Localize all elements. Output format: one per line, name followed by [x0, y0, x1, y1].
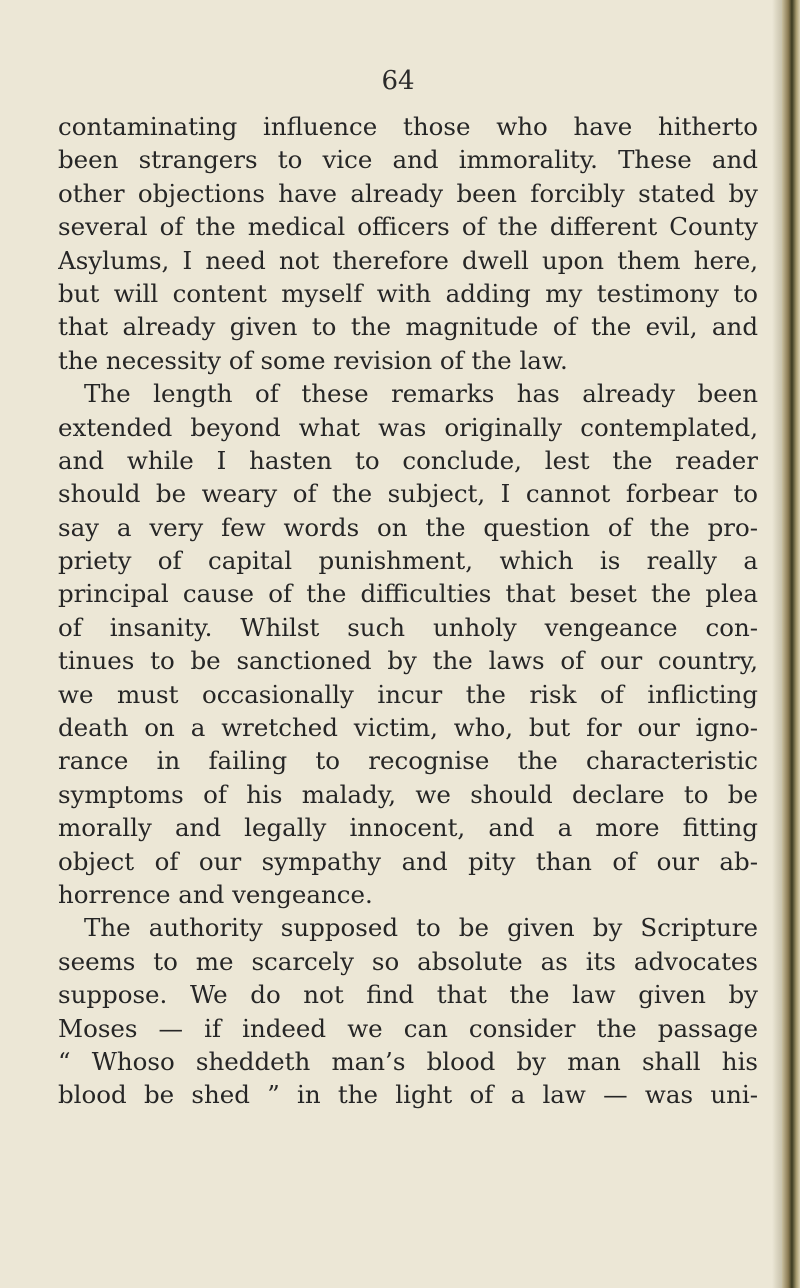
text-line: symptoms of his malady, we should declare to be: [58, 779, 758, 809]
text-line: blood be shed ” in the light of a law — was uni-: [58, 1080, 758, 1110]
text-line: that already given to the magnitude of the evil, and: [58, 312, 758, 342]
page-number: 64: [381, 66, 415, 96]
text-line: object of our sympathy and pity than of our ab-: [58, 846, 758, 876]
paragraph-start-line: The length of these remarks has already been: [84, 379, 758, 409]
text-line: say a very few words on the question of the pro-: [58, 512, 758, 542]
text-line: but will content myself with adding my testimony to: [58, 278, 758, 308]
text-line: other objections have already been forcibly stated by: [58, 178, 758, 208]
book-page-edge: [782, 0, 800, 1288]
text-line: tinues to be sanctioned by the laws of our country,: [58, 646, 758, 676]
paragraph-start-line: The authority supposed to be given by Scripture: [84, 913, 758, 943]
text-line: rance in failing to recognise the characteristic: [58, 746, 758, 776]
text-line: we must occasionally incur the risk of inflicting: [58, 679, 758, 709]
text-line: suppose. We do not find that the law given by: [58, 980, 758, 1010]
text-line: morally and legally innocent, and a more fitting: [58, 813, 758, 843]
text-line: and while I hasten to conclude, lest the reader: [58, 445, 758, 475]
text-line: priety of capital punishment, which is really a: [58, 546, 758, 576]
text-line: “ Whoso sheddeth man’s blood by man shall his: [58, 1046, 758, 1076]
text-line: Moses — if indeed we can consider the passage: [58, 1013, 758, 1043]
paragraph-end-line: horrence and vengeance.: [58, 879, 373, 909]
text-line: of insanity. Whilst such unholy vengeance con-: [58, 612, 758, 642]
text-line: Asylums, I need not therefore dwell upon them here,: [58, 245, 758, 275]
text-line: several of the medical officers of the different County: [58, 212, 758, 242]
text-line: death on a wretched victim, who, but for our igno-: [58, 713, 758, 743]
text-line: principal cause of the difficulties that beset the plea: [58, 579, 758, 609]
text-line: seems to me scarcely so absolute as its advocates: [58, 946, 758, 976]
text-line: should be weary of the subject, I cannot forbear to: [58, 479, 758, 509]
text-line: extended beyond what was originally contemplated,: [58, 412, 758, 442]
text-line: been strangers to vice and immorality. These and: [58, 145, 758, 175]
body-text: [58, 110, 758, 1112]
page-edge-shadow: [772, 0, 782, 1288]
paragraph-end-line: the necessity of some revision of the law.: [58, 345, 568, 375]
text-line: contaminating influence those who have hitherto: [58, 112, 758, 141]
